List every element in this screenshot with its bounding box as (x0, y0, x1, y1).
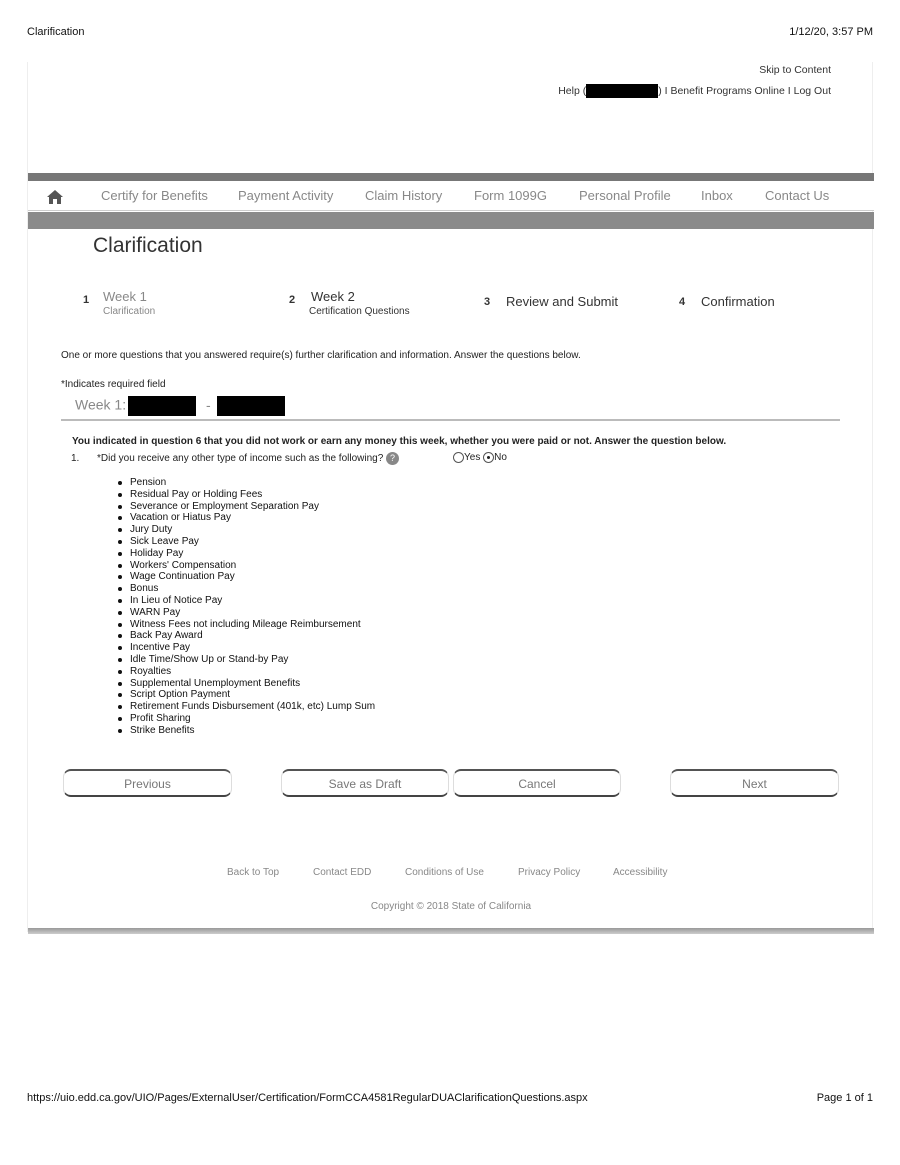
income-type-item: Residual Pay or Holding Fees (116, 489, 375, 501)
week-header (75, 396, 285, 416)
previous-button[interactable]: Previous (63, 769, 232, 797)
income-type-item: Royalties (116, 666, 375, 678)
footer-contact-edd[interactable]: Contact EDD (313, 867, 372, 878)
income-type-item: Pension (116, 477, 375, 489)
radio-yes-label: Yes (464, 452, 481, 464)
income-type-item: Bonus (116, 583, 375, 595)
question-number: 1. (71, 453, 80, 465)
income-type-item: Sick Leave Pay (116, 536, 375, 548)
income-type-item: Supplemental Unemployment Benefits (116, 678, 375, 690)
redacted-phone (586, 84, 658, 98)
radio-yes[interactable] (453, 452, 464, 463)
week-separator: - (206, 396, 211, 413)
utility-links (558, 84, 831, 98)
nav-band (28, 212, 874, 229)
income-type-item: Strike Benefits (116, 725, 375, 737)
income-type-item: Back Pay Award (116, 630, 375, 642)
income-type-item: Witness Fees not including Mileage Reimbursement (116, 619, 375, 631)
save-draft-button[interactable]: Save as Draft (281, 769, 449, 797)
print-page-number: Page 1 of 1 (816, 1092, 873, 1104)
income-type-item: Severance or Employment Separation Pay (116, 501, 375, 513)
question-intro: You indicated in question 6 that you did not work or earn any money this week, whether you were paid or not. Answer the question below. (72, 436, 727, 447)
bottom-rule (28, 928, 874, 934)
nav-certify-for-benefits[interactable]: Certify for Benefits (101, 188, 208, 203)
nav-personal-profile[interactable]: Personal Profile (579, 188, 671, 203)
income-type-item: Profit Sharing (116, 713, 375, 725)
nav-contact-us[interactable]: Contact Us (765, 188, 830, 203)
print-url: https://uio.edd.ca.gov/UIO/Pages/ExternalUser/Certification/FormCCA4581RegularDUAClarificationQuestions.aspx (27, 1092, 588, 1104)
radio-no[interactable] (483, 452, 494, 463)
logout-link[interactable]: Log Out (793, 84, 831, 97)
page-frame: Skip to Content Help ( ) I Benefit Programs Online I Log Out Certify for Benefits Payment Activity Claim History Form 1099G Personal Profile Inbox Contact Us Clarification 1 Week 1 Clarification 2 Week 2 Certification Questions 3 Review and Submit 4 Confirmation One or more questions that you answered require(s) further clarification and information. Answer the questions below. *Indicates required field Week 1: - You indicated in question 6 that you did not work or earn any money this week, whether you were paid or not. Answer the question below. 1. *Did you receive any other type of income such as the following? ? Yes No Pension Residual Pay or Holding Fees Severance or Employment Separation Pay Vacation or Hiatus Pay Jury Duty Sick Leave Pay Holiday Pay Workers' Compensation Wage Continuation Pay Bonus In Lieu of Notice Pay WARN Pay Witness Fees not including Mileage Reimbursement Back Pay Award Incentive Pay Idle Time/Show Up or Stand-by Pay Royalties Supplemental Unemployment Benefits Script Option Payment Retirement Funds Disbursement (401k, etc) Lump Sum Profit Sharing Strike Benefits Previous Save as Draft Cancel Next Back to Top Contact EDD Conditions of Use Privacy Policy Accessibility Copyright © 2018 State of California (27, 62, 873, 932)
print-header (27, 26, 873, 38)
income-type-item: Retirement Funds Disbursement (401k, etc) Lump Sum (116, 701, 375, 713)
income-radio-group (453, 452, 507, 463)
next-button[interactable]: Next (670, 769, 839, 797)
income-type-item: In Lieu of Notice Pay (116, 595, 375, 607)
week-divider (61, 419, 840, 421)
income-type-item: Jury Duty (116, 524, 375, 536)
nav-claim-history[interactable]: Claim History (365, 188, 443, 203)
question-text: *Did you receive any other type of income such as the following? (97, 453, 384, 465)
footer-back-to-top[interactable]: Back to Top (227, 867, 280, 878)
income-type-item: Wage Continuation Pay (116, 571, 375, 583)
footer-conditions-of-use[interactable]: Conditions of Use (405, 867, 484, 878)
radio-no-label: No (494, 452, 507, 464)
redacted-start-date (128, 396, 196, 416)
help-icon[interactable]: ? (386, 452, 399, 465)
print-title: Clarification (27, 26, 85, 38)
page-title: Clarification (93, 234, 203, 257)
income-type-item: Script Option Payment (116, 689, 375, 701)
question-1 (71, 452, 399, 465)
income-type-item: Idle Time/Show Up or Stand-by Pay (116, 654, 375, 666)
help-suffix: ) I (658, 84, 671, 97)
intro-text: One or more questions that you answered require(s) further clarification and information. Answer the questions below. (61, 350, 581, 361)
benefit-programs-link[interactable]: Benefit Programs Online (670, 84, 785, 97)
income-type-item: Workers' Compensation (116, 560, 375, 572)
nav-payment-activity[interactable]: Payment Activity (238, 188, 334, 203)
income-type-item: Incentive Pay (116, 642, 375, 654)
week-label: Week 1: (75, 396, 127, 413)
footer-accessibility[interactable]: Accessibility (613, 867, 668, 878)
help-link[interactable]: Help ( (558, 84, 587, 97)
main-nav (28, 181, 874, 211)
footer-privacy-policy[interactable]: Privacy Policy (518, 867, 581, 878)
print-datetime: 1/12/20, 3:57 PM (789, 26, 873, 38)
nav-form-1099g[interactable]: Form 1099G (474, 188, 547, 203)
utility-separator: I (784, 84, 794, 97)
copyright: Copyright © 2018 State of California (370, 901, 532, 912)
cancel-button[interactable]: Cancel (453, 769, 621, 797)
skip-to-content-link[interactable]: Skip to Content (759, 64, 831, 76)
redacted-end-date (217, 396, 285, 416)
home-icon[interactable] (46, 189, 64, 205)
required-note: *Indicates required field (61, 379, 166, 390)
income-type-item: Holiday Pay (116, 548, 375, 560)
nav-inbox[interactable]: Inbox (701, 188, 733, 203)
print-footer (27, 1092, 873, 1104)
income-type-list (116, 477, 375, 737)
income-type-item: WARN Pay (116, 607, 375, 619)
top-bar (28, 173, 874, 181)
income-type-item: Vacation or Hiatus Pay (116, 512, 375, 524)
